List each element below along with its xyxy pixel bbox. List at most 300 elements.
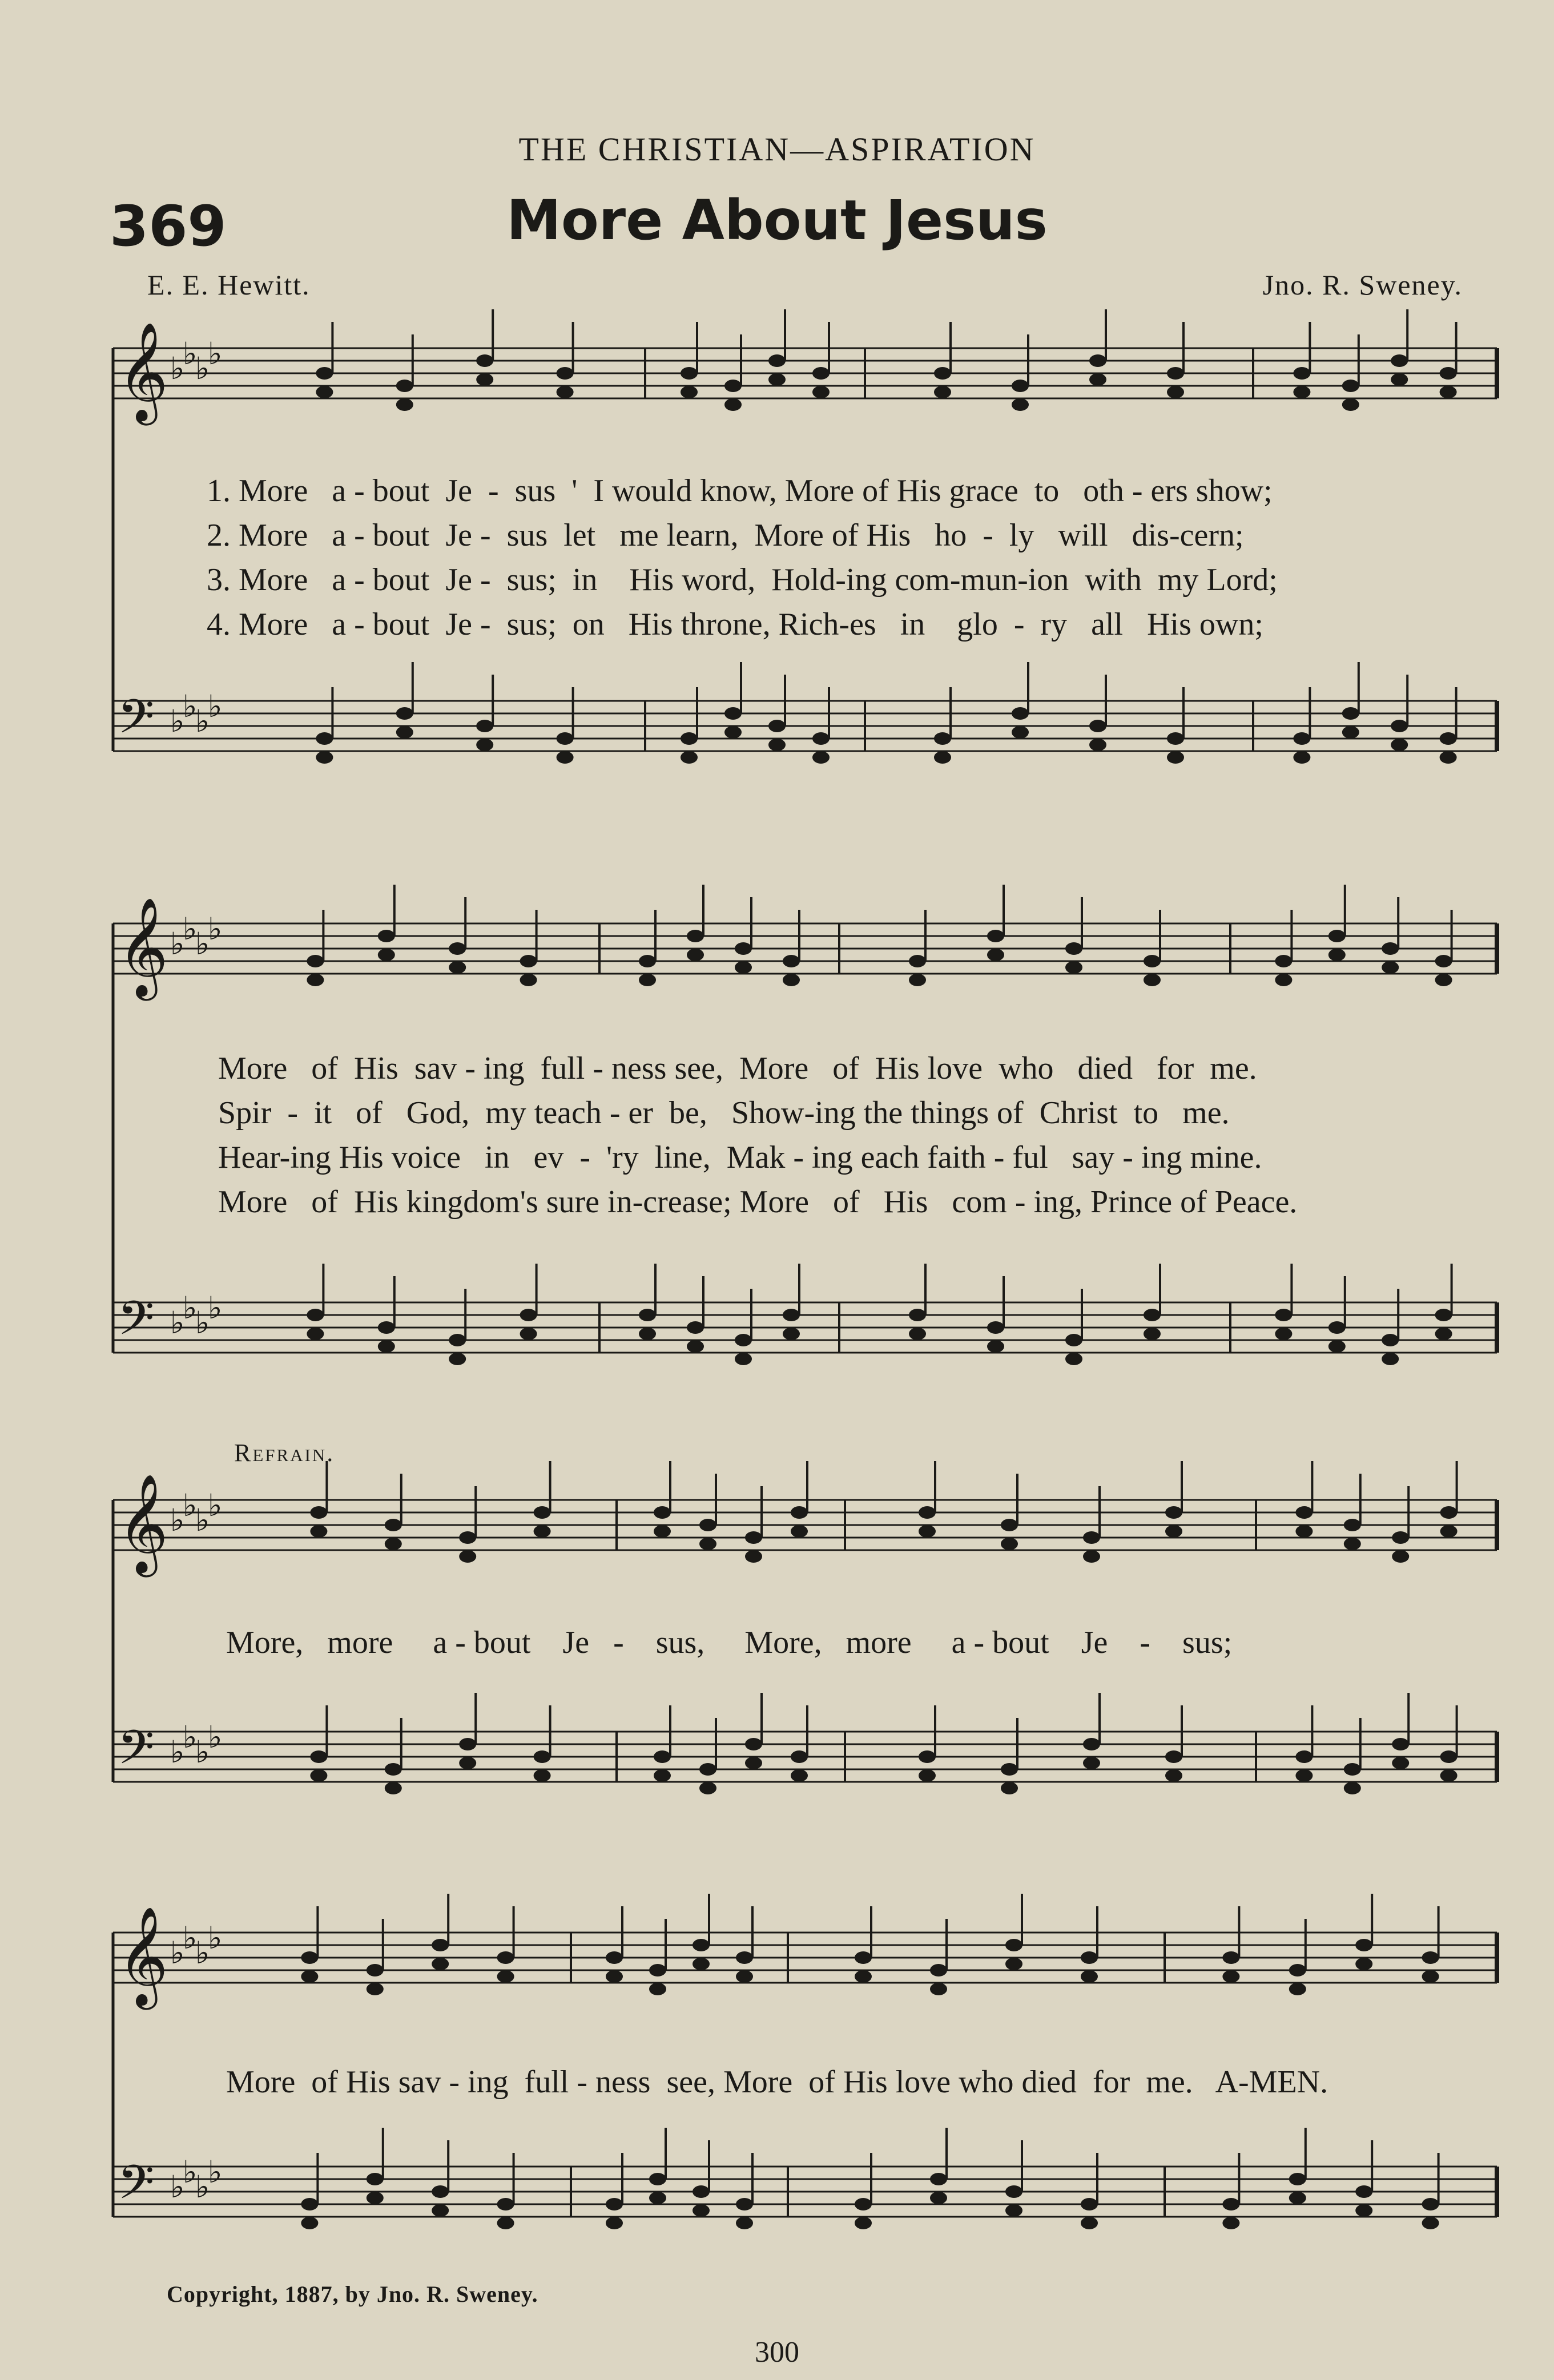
note-head — [735, 1334, 752, 1346]
flat-sign-icon: ♭ — [183, 688, 198, 724]
treble-clef-icon: 𝄞 — [118, 1906, 168, 2006]
note-head — [1167, 367, 1184, 380]
note-head — [1222, 2198, 1239, 2210]
note-head — [1392, 1550, 1409, 1563]
note-head — [768, 720, 786, 732]
note-head — [812, 386, 830, 398]
flat-sign-icon: ♭ — [208, 1487, 223, 1523]
treble-clef-icon: 𝄞 — [118, 322, 168, 421]
note-head — [1001, 1538, 1018, 1550]
verse-line-2a: 2. More a - bout Je - sus let me learn, More of His ho - ly will dis-cern; — [207, 518, 1244, 553]
note-head — [768, 373, 786, 386]
note-head — [699, 1763, 716, 1776]
verse-line-3a: 3. More a - bout Je - sus; in His word, Hold-ing com-mun-ion with my Lord; — [207, 562, 1278, 598]
note-head — [1391, 354, 1408, 367]
note-head — [1289, 2173, 1306, 2185]
note-head — [307, 1309, 324, 1321]
note-head — [855, 2198, 872, 2210]
note-head — [1440, 1769, 1458, 1782]
note-head — [1222, 2217, 1239, 2229]
note-head — [378, 930, 395, 942]
note-head — [1167, 751, 1184, 764]
note-head — [736, 1970, 753, 1983]
note-head — [693, 2204, 710, 2217]
note-head — [1165, 1506, 1182, 1519]
note-head — [909, 1309, 926, 1321]
flat-sign-icon: ♭ — [208, 1719, 223, 1755]
note-head — [534, 1750, 551, 1763]
note-head — [1293, 367, 1310, 380]
note-head — [681, 367, 698, 380]
note-head — [783, 1309, 800, 1321]
note-head — [1435, 974, 1452, 986]
copyright-notice: Copyright, 1887, by Jno. R. Sweney. — [167, 2281, 538, 2307]
note-head — [1012, 398, 1029, 411]
note-head — [606, 1970, 623, 1983]
flat-sign-icon: ♭ — [170, 1502, 185, 1538]
note-head — [497, 1970, 514, 1983]
note-head — [1422, 1970, 1439, 1983]
note-head — [459, 1738, 476, 1750]
note-head — [681, 386, 698, 398]
note-head — [1355, 2204, 1372, 2217]
note-head — [1081, 1970, 1098, 1983]
note-head — [520, 955, 537, 967]
note-head — [310, 1525, 327, 1538]
hymn-number: 369 — [110, 194, 227, 259]
note-head — [1083, 1550, 1100, 1563]
note-head — [693, 1958, 710, 1970]
note-head — [1391, 720, 1408, 732]
note-head — [1328, 930, 1346, 942]
note-head — [1422, 2198, 1439, 2210]
note-head — [378, 949, 395, 961]
note-head — [396, 380, 413, 392]
note-head — [1293, 386, 1310, 398]
note-head — [1328, 1321, 1346, 1334]
flat-sign-icon: ♭ — [208, 2154, 223, 2190]
note-head — [687, 949, 704, 961]
note-head — [1382, 1353, 1399, 1365]
note-head — [301, 1951, 318, 1964]
note-head — [1005, 1939, 1022, 1951]
note-head — [1391, 373, 1408, 386]
note-head — [497, 2217, 514, 2229]
note-head — [310, 1506, 327, 1519]
note-head — [1083, 1757, 1100, 1769]
refrain-label: Refrain. — [234, 1439, 335, 1467]
note-head — [930, 1983, 947, 1995]
note-head — [316, 732, 333, 745]
note-head — [1382, 1334, 1399, 1346]
note-head — [649, 2173, 666, 2185]
note-head — [476, 354, 493, 367]
note-head — [699, 1782, 716, 1794]
note-head — [1089, 354, 1106, 367]
flat-sign-icon: ♭ — [208, 1290, 223, 1326]
note-head — [649, 1983, 666, 1995]
note-head — [606, 2198, 623, 2210]
note-head — [1275, 974, 1292, 986]
note-head — [378, 1321, 395, 1334]
note-head — [301, 2217, 318, 2229]
note-head — [1275, 955, 1292, 967]
note-head — [649, 2192, 666, 2204]
note-head — [783, 955, 800, 967]
note-head — [1440, 751, 1457, 764]
note-head — [735, 961, 752, 974]
note-head — [1355, 2185, 1372, 2198]
note-head — [307, 955, 324, 967]
flat-sign-icon: ♭ — [170, 1935, 185, 1971]
flat-sign-icon: ♭ — [170, 2169, 185, 2205]
note-head — [791, 1750, 808, 1763]
note-head — [745, 1550, 762, 1563]
note-head — [1440, 1506, 1458, 1519]
note-head — [1355, 1958, 1372, 1970]
note-head — [745, 1757, 762, 1769]
note-head — [1165, 1750, 1182, 1763]
note-head — [1295, 1506, 1313, 1519]
flat-sign-icon: ♭ — [208, 1920, 223, 1956]
note-head — [301, 2198, 318, 2210]
note-head — [687, 1340, 704, 1353]
note-head — [1342, 726, 1359, 739]
note-head — [1435, 1328, 1452, 1340]
note-head — [791, 1769, 808, 1782]
note-head — [459, 1531, 476, 1544]
note-head — [476, 720, 493, 732]
note-head — [724, 398, 742, 411]
note-head — [432, 2204, 449, 2217]
note-head — [1065, 942, 1082, 955]
note-head — [396, 726, 413, 739]
flat-sign-icon: ♭ — [183, 1290, 198, 1326]
note-head — [1144, 955, 1161, 967]
note-head — [654, 1769, 671, 1782]
verse-line-1a: 1. More a - bout Je - sus ' I would know, More of His grace to oth - ers show; — [207, 473, 1273, 509]
note-head — [1440, 1525, 1458, 1538]
composer-credit: Jno. R. Sweney. — [1262, 269, 1463, 301]
verse-line-2b: Spir - it of God, my teach - er be, Show-ing the things of Christ to me. — [218, 1095, 1230, 1131]
note-head — [1344, 1519, 1361, 1531]
note-head — [432, 2185, 449, 2198]
note-head — [1422, 2217, 1439, 2229]
note-head — [1144, 1309, 1161, 1321]
note-head — [310, 1769, 327, 1782]
author-credit: E. E. Hewitt. — [147, 269, 311, 301]
note-head — [649, 1964, 666, 1976]
note-head — [934, 751, 951, 764]
note-head — [1392, 1531, 1409, 1544]
note-head — [987, 1340, 1004, 1353]
note-head — [783, 1328, 800, 1340]
note-head — [378, 1340, 395, 1353]
note-head — [396, 707, 413, 720]
note-head — [307, 1328, 324, 1340]
note-head — [736, 2217, 753, 2229]
flat-sign-icon: ♭ — [208, 911, 223, 947]
note-head — [1089, 720, 1106, 732]
note-head — [724, 707, 742, 720]
flat-sign-icon: ♭ — [195, 1734, 210, 1770]
bass-clef-icon: 𝄢 — [118, 2155, 155, 2221]
note-head — [449, 942, 466, 955]
note-head — [1355, 1939, 1372, 1951]
note-head — [396, 398, 413, 411]
note-head — [855, 1951, 872, 1964]
note-head — [987, 1321, 1004, 1334]
note-head — [812, 751, 830, 764]
note-head — [687, 1321, 704, 1334]
note-head — [1144, 974, 1161, 986]
note-head — [1382, 961, 1399, 974]
note-head — [316, 751, 333, 764]
flat-sign-icon: ♭ — [170, 1305, 185, 1341]
note-head — [1167, 386, 1184, 398]
note-head — [1222, 1970, 1239, 1983]
note-head — [1295, 1525, 1313, 1538]
verse-line-4b: More of His kingdom's sure in-crease; More of His com - ing, Prince of Peace. — [218, 1184, 1298, 1220]
note-head — [606, 2217, 623, 2229]
note-head — [1342, 380, 1359, 392]
note-head — [1289, 1983, 1306, 1995]
note-head — [497, 1951, 514, 1964]
note-head — [745, 1738, 762, 1750]
note-head — [1165, 1769, 1182, 1782]
note-head — [1012, 380, 1029, 392]
note-head — [1440, 367, 1457, 380]
note-head — [367, 1983, 384, 1995]
treble-clef-icon: 𝄞 — [118, 897, 168, 997]
note-head — [1382, 942, 1399, 955]
flat-sign-icon: ♭ — [183, 1719, 198, 1755]
note-head — [987, 949, 1004, 961]
note-head — [1295, 1769, 1313, 1782]
note-head — [919, 1525, 936, 1538]
note-head — [520, 974, 537, 986]
flat-sign-icon: ♭ — [170, 926, 185, 962]
note-head — [919, 1769, 936, 1782]
flat-sign-icon: ♭ — [170, 1734, 185, 1770]
flat-sign-icon: ♭ — [208, 688, 223, 724]
verse-line-4a: 4. More a - bout Je - sus; on His throne, Rich-es in glo - ry all His own; — [207, 607, 1263, 642]
note-head — [1435, 1309, 1452, 1321]
note-head — [1344, 1538, 1361, 1550]
note-head — [812, 732, 830, 745]
note-head — [1440, 732, 1457, 745]
note-head — [1342, 707, 1359, 720]
flat-sign-icon: ♭ — [195, 1502, 210, 1538]
note-head — [1081, 2217, 1098, 2229]
note-head — [385, 1782, 402, 1794]
note-head — [930, 2192, 947, 2204]
note-head — [1081, 1951, 1098, 1964]
note-head — [557, 732, 574, 745]
note-head — [1081, 2198, 1098, 2210]
note-head — [1344, 1782, 1361, 1794]
note-head — [736, 2198, 753, 2210]
note-head — [1435, 955, 1452, 967]
note-head — [654, 1525, 671, 1538]
note-head — [1089, 373, 1106, 386]
bass-clef-icon: 𝄢 — [118, 1720, 155, 1786]
note-head — [307, 974, 324, 986]
note-head — [699, 1519, 716, 1531]
section-heading: THE CHRISTIAN—ASPIRATION — [518, 131, 1036, 168]
note-head — [1005, 1958, 1022, 1970]
note-head — [681, 751, 698, 764]
note-head — [459, 1550, 476, 1563]
note-head — [1344, 1763, 1361, 1776]
note-head — [735, 942, 752, 955]
flat-sign-icon: ♭ — [183, 336, 198, 372]
note-head — [520, 1328, 537, 1340]
note-head — [534, 1525, 551, 1538]
note-head — [639, 1328, 656, 1340]
note-head — [1289, 2192, 1306, 2204]
note-head — [934, 386, 951, 398]
note-head — [745, 1531, 762, 1544]
note-head — [1328, 1340, 1346, 1353]
note-head — [1012, 726, 1029, 739]
note-head — [987, 930, 1004, 942]
note-head — [693, 2185, 710, 2198]
flat-sign-icon: ♭ — [195, 1935, 210, 1971]
note-head — [1293, 732, 1310, 745]
note-head — [316, 386, 333, 398]
flat-sign-icon: ♭ — [195, 350, 210, 386]
verse-line-3b: Hear-ing His voice in ev - 'ry line, Mak - ing each faith - ful say - ing mine. — [218, 1140, 1262, 1175]
note-head — [606, 1951, 623, 1964]
note-head — [930, 1964, 947, 1976]
note-head — [1295, 1750, 1313, 1763]
flat-sign-icon: ♭ — [208, 336, 223, 372]
treble-clef-icon: 𝄞 — [118, 1474, 168, 1573]
note-head — [1392, 1757, 1409, 1769]
note-head — [476, 373, 493, 386]
note-head — [855, 2217, 872, 2229]
note-head — [1065, 1334, 1082, 1346]
note-head — [476, 739, 493, 751]
note-head — [919, 1750, 936, 1763]
note-head — [1328, 949, 1346, 961]
note-head — [1422, 1951, 1439, 1964]
flat-sign-icon: ♭ — [195, 1305, 210, 1341]
note-head — [557, 751, 574, 764]
note-head — [930, 2173, 947, 2185]
note-head — [1005, 2185, 1022, 2198]
note-head — [654, 1750, 671, 1763]
note-head — [768, 739, 786, 751]
flat-sign-icon: ♭ — [183, 911, 198, 947]
bass-clef-icon: 𝄢 — [118, 1290, 155, 1357]
note-head — [1165, 1525, 1182, 1538]
note-head — [735, 1353, 752, 1365]
note-head — [1001, 1782, 1018, 1794]
note-head — [934, 732, 951, 745]
note-head — [449, 961, 466, 974]
note-head — [367, 1964, 384, 1976]
note-head — [497, 2198, 514, 2210]
flat-sign-icon: ♭ — [183, 1487, 198, 1523]
note-head — [736, 1951, 753, 1964]
note-head — [1293, 751, 1310, 764]
note-head — [310, 1750, 327, 1763]
flat-sign-icon: ♭ — [183, 1920, 198, 1956]
note-head — [1440, 1750, 1458, 1763]
note-head — [687, 930, 704, 942]
note-head — [520, 1309, 537, 1321]
note-head — [1001, 1519, 1018, 1531]
flat-sign-icon: ♭ — [183, 2154, 198, 2190]
note-head — [1065, 961, 1082, 974]
note-head — [1083, 1531, 1100, 1544]
note-head — [367, 2192, 384, 2204]
note-head — [1001, 1763, 1018, 1776]
note-head — [1275, 1328, 1292, 1340]
page-number: 300 — [755, 2336, 799, 2369]
note-head — [1083, 1738, 1100, 1750]
note-head — [459, 1757, 476, 1769]
note-head — [449, 1353, 466, 1365]
note-head — [909, 1328, 926, 1340]
note-head — [1391, 739, 1408, 751]
note-head — [1222, 1951, 1239, 1964]
note-head — [1342, 398, 1359, 411]
hymn-title: More About Jesus — [506, 188, 1048, 252]
note-head — [934, 367, 951, 380]
note-head — [534, 1506, 551, 1519]
note-head — [1289, 1964, 1306, 1976]
note-head — [654, 1506, 671, 1519]
bass-clef-icon: 𝄢 — [118, 689, 155, 756]
note-head — [1275, 1309, 1292, 1321]
note-head — [724, 380, 742, 392]
note-head — [791, 1506, 808, 1519]
note-head — [1065, 1353, 1082, 1365]
note-head — [812, 367, 830, 380]
note-head — [855, 1970, 872, 1983]
note-head — [783, 974, 800, 986]
note-head — [1440, 386, 1457, 398]
note-head — [639, 974, 656, 986]
note-head — [1089, 739, 1106, 751]
note-head — [1392, 1738, 1409, 1750]
refrain-line-1: More, more a - bout Je - sus, More, more a - bout Je - sus; — [226, 1625, 1233, 1660]
note-head — [639, 1309, 656, 1321]
note-head — [557, 386, 574, 398]
note-head — [385, 1763, 402, 1776]
note-head — [768, 354, 786, 367]
note-head — [534, 1769, 551, 1782]
note-head — [385, 1519, 402, 1531]
note-head — [385, 1538, 402, 1550]
note-head — [449, 1334, 466, 1346]
note-head — [1144, 1328, 1161, 1340]
refrain-line-2: More of His sav - ing full - ness see, More of His love who died for me. A-MEN. — [226, 2064, 1328, 2100]
note-head — [919, 1506, 936, 1519]
note-head — [1005, 2204, 1022, 2217]
note-head — [432, 1958, 449, 1970]
note-head — [1167, 732, 1184, 745]
note-head — [699, 1538, 716, 1550]
note-head — [791, 1525, 808, 1538]
note-head — [681, 732, 698, 745]
note-head — [693, 1939, 710, 1951]
note-head — [367, 2173, 384, 2185]
note-head — [639, 955, 656, 967]
